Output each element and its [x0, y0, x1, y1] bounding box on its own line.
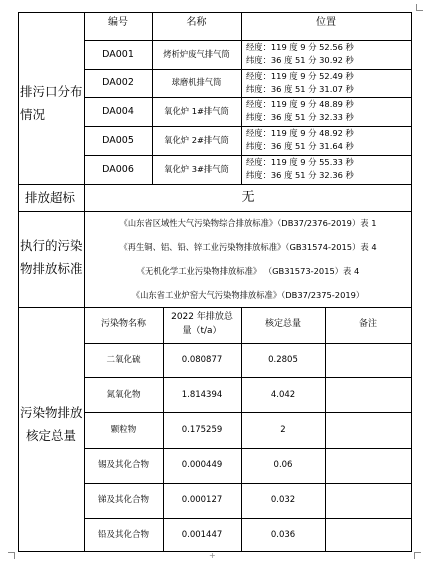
- outlet-id: DA006: [102, 164, 134, 175]
- emission-value: 0.000449: [181, 460, 223, 470]
- pollutant-name: 锑及其化合物: [97, 495, 149, 505]
- section-divider: [18, 184, 412, 185]
- approved-value: 0.032: [270, 495, 296, 505]
- standard-line: 《再生铜、铝、铅、锌工业污染物排放标准》（GB31574-2015）表 4: [119, 242, 377, 252]
- row-divider: [84, 126, 412, 127]
- outlet-latitude: 纬度：36 度 51 分 31.64 秒: [246, 141, 354, 151]
- table-border-right: [411, 12, 412, 552]
- column-header-emission: 量（t/a）: [182, 326, 222, 336]
- column-divider: [152, 12, 153, 184]
- outlet-id: DA005: [102, 135, 134, 146]
- row-divider: [84, 448, 412, 449]
- column-header-pollutant: 污染物名称: [100, 319, 146, 329]
- outlet-id: DA004: [102, 106, 134, 117]
- row-divider: [84, 377, 412, 378]
- section-label: 物排放标准: [20, 261, 83, 276]
- approved-value: 2: [280, 425, 286, 435]
- outlet-latitude: 纬度：36 度 51 分 32.33 秒: [246, 112, 354, 122]
- crop-mark-bottom-left: [8, 552, 15, 559]
- outlet-name: 氧化炉 3#排气筒: [164, 164, 229, 174]
- outlet-latitude: 纬度：36 度 51 分 30.92 秒: [246, 55, 354, 65]
- outlet-name: 球磨机排气筒: [171, 77, 222, 87]
- emission-value: 0.080877: [181, 355, 223, 365]
- crop-mark-top-right: [416, 4, 423, 11]
- standard-line: 《无机化学工业污染物排放标准》 （GB31573-2015）表 4: [136, 266, 360, 276]
- outlet-longitude: 经度：119 度 9 分 52.49 秒: [246, 71, 354, 81]
- crop-mark-bottom-right: [414, 552, 421, 559]
- outlet-latitude: 纬度：36 度 51 分 31.07 秒: [246, 84, 354, 94]
- column-header-name: 名称: [186, 17, 207, 28]
- pollutant-name: 铅及其化合物: [97, 530, 149, 540]
- column-header-remark: 备注: [358, 319, 377, 329]
- column-header-id: 编号: [108, 17, 128, 28]
- pollutant-name: 氮氧化物: [106, 390, 141, 400]
- outlet-name: 氧化炉 2#排气筒: [164, 135, 229, 145]
- row-divider: [84, 518, 412, 519]
- pollutant-name: 二氧化硫: [106, 355, 141, 365]
- row-divider: [84, 343, 412, 344]
- exceed-value: 无: [241, 190, 255, 205]
- outlet-id: DA002: [102, 77, 134, 88]
- label-column-divider: [84, 12, 85, 552]
- section-label: 排污口分布: [20, 84, 83, 99]
- emission-value: 0.001447: [181, 530, 223, 540]
- section-divider: [18, 307, 412, 308]
- approved-value: 4.042: [270, 390, 296, 400]
- emission-value: 0.000127: [181, 495, 223, 505]
- section-label: 污染物排放: [20, 405, 83, 420]
- section-label: 排放超标: [25, 190, 76, 205]
- row-divider: [84, 412, 412, 413]
- row-divider: [84, 155, 412, 156]
- standard-line: 《山东省区域性大气污染物综合排放标准》（DB37/2376-2019）表 1: [119, 218, 377, 228]
- column-header-approved: 核定总量: [264, 319, 301, 329]
- outlet-id: DA001: [102, 49, 134, 60]
- row-divider: [84, 69, 412, 70]
- section-label: 情况: [20, 107, 46, 122]
- row-divider: [84, 40, 412, 41]
- section-divider: [18, 211, 412, 212]
- outlet-name: 氧化炉 1#排气筒: [164, 106, 229, 116]
- column-header-emission: 2022 年排放总: [171, 312, 233, 322]
- row-divider: [84, 483, 412, 484]
- column-header-position: 位置: [316, 17, 336, 28]
- standard-line: 《山东省工业炉窑大气污染物排放标准》（DB37/2375-2019）: [131, 290, 365, 300]
- outlet-longitude: 经度：119 度 9 分 48.92 秒: [246, 128, 354, 138]
- section-label: 核定总量: [26, 428, 77, 443]
- outlet-latitude: 纬度：36 度 51 分 32.36 秒: [246, 170, 354, 180]
- outlet-name: 烤析炉废气排气筒: [163, 49, 230, 59]
- approved-value: 0.2805: [268, 355, 298, 365]
- emission-value: 0.175259: [181, 425, 223, 435]
- table-border-left: [18, 12, 19, 552]
- table-border-top: [18, 12, 412, 13]
- emission-value: 1.814394: [181, 390, 223, 400]
- approved-value: 0.036: [270, 530, 296, 540]
- outlet-longitude: 经度：119 度 9 分 52.56 秒: [246, 42, 354, 52]
- row-divider: [84, 97, 412, 98]
- outlet-longitude: 经度：119 度 9 分 48.89 秒: [246, 99, 354, 109]
- bottom-cursor-mark: +: [209, 551, 216, 560]
- approved-value: 0.06: [273, 460, 293, 470]
- outlet-longitude: 经度：119 度 9 分 55.33 秒: [246, 157, 354, 167]
- pollutant-name: 颗粒物: [110, 425, 137, 435]
- pollutant-name: 锡及其化合物: [97, 460, 149, 470]
- column-divider: [241, 12, 242, 184]
- section-label: 执行的污染: [20, 238, 83, 253]
